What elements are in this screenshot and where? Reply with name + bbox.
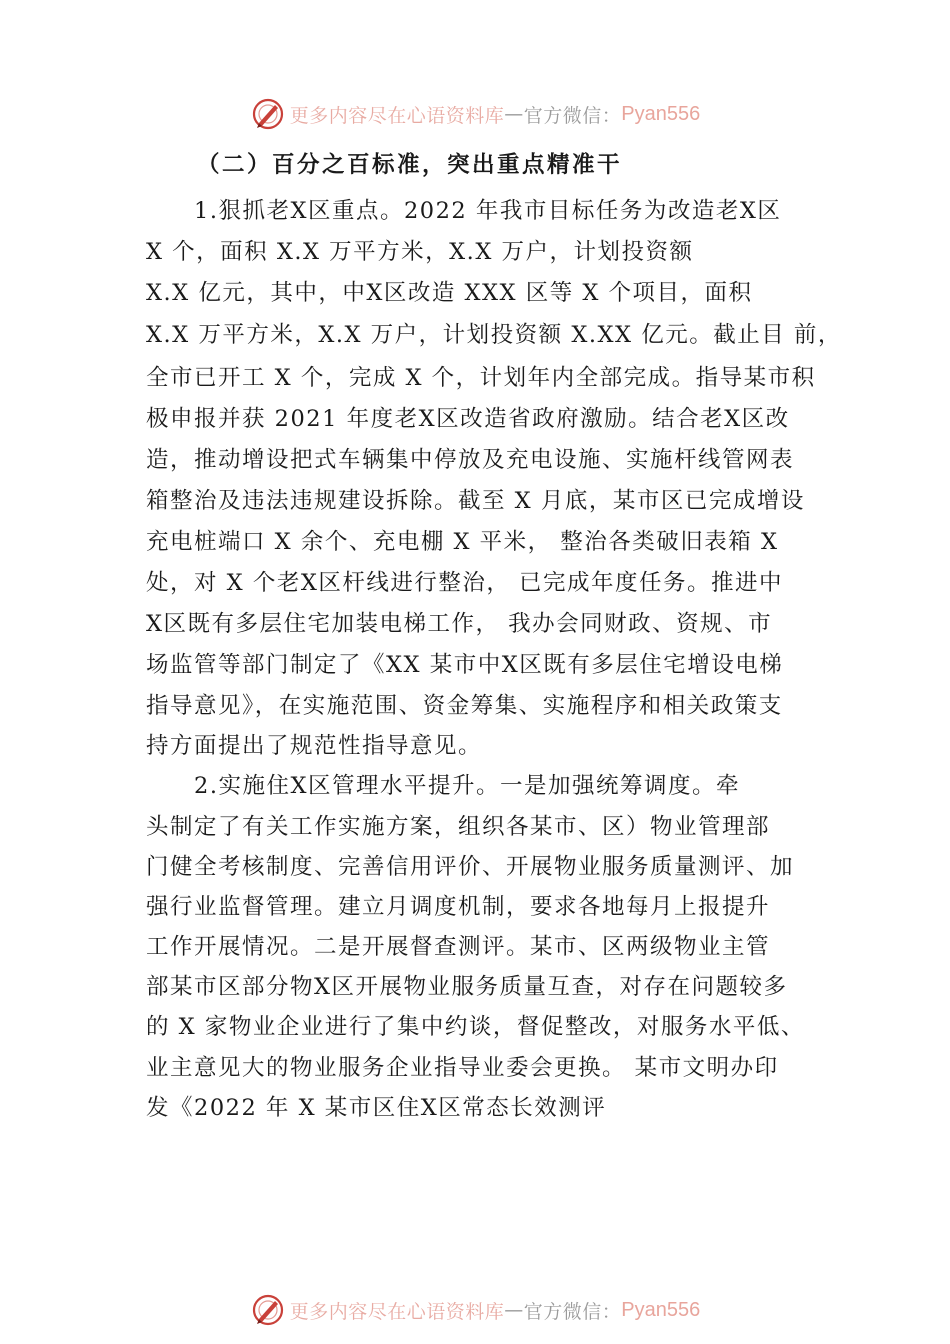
watermark-dash: — bbox=[504, 103, 524, 125]
watermark-wechat-id: Pyan556 bbox=[621, 102, 701, 125]
text-line: X 个，面积 X.X 万平方米，X.X 万户，计划投资额 bbox=[146, 239, 694, 265]
text-line: 指导意见》，在实施范围、资金筹集、实施程序和相关政策支 bbox=[146, 693, 783, 719]
watermark-official: 官方微信： bbox=[523, 1300, 622, 1323]
text-line: 充电桩端口 X 余个、充电棚 X 平米， 整治各类破旧表箱 X bbox=[146, 529, 779, 555]
text-line: 场监管等部门制定了《XX 某市中Ⅹ区既有多层住宅增设电梯 bbox=[146, 652, 784, 678]
text-line: 箱整治及违法违规建设拆除。截至 X 月底，某市区已完成增设 bbox=[146, 488, 805, 514]
text-line: X.X 万平方米，X.X 万户，计划投资额 X.XX 亿元。截止目 前， bbox=[146, 322, 842, 348]
watermark-dash: — bbox=[504, 1299, 524, 1321]
watermark-brand: 更多内容尽在心语资料库 bbox=[289, 104, 505, 127]
text-line: 造，推动增设把式车辆集中停放及充电设施、实施杆线管网表 bbox=[146, 447, 795, 473]
text-line: 1.狠抓老Ⅹ区重点。2022 年我市目标任务为改造老Ⅹ区 bbox=[194, 198, 782, 224]
text-line: 工作开展情况。二是开展督查测评。某市、区两级物业主管 bbox=[146, 934, 771, 960]
text-line: 的 X 家物业企业进行了集中约谈，督促整改，对服务水平低、 bbox=[146, 1014, 805, 1040]
text-line: 强行业监督管理。建立月调度机制，要求各地每月上报提升 bbox=[146, 894, 771, 920]
text-line: 处，对 X 个老Ⅹ区杆线进行整治， 已完成年度任务。推进中 bbox=[146, 570, 783, 596]
text-line: 部某市区部分物Ⅹ区开展物业服务质量互查，对存在问题较多 bbox=[146, 974, 788, 1000]
watermark-brand: 更多内容尽在心语资料库 bbox=[289, 1300, 505, 1323]
watermark-footer bbox=[0, 1290, 950, 1330]
watermark-official: 官方微信： bbox=[523, 104, 622, 127]
watermark-wechat-id: Pyan556 bbox=[621, 1298, 701, 1321]
text-line: 2.实施住Ⅹ区管理水平提升。一是加强统筹调度。牵 bbox=[194, 773, 740, 799]
text-line: 门健全考核制度、完善信用评价、开展物业服务质量测评、加 bbox=[146, 854, 795, 880]
text-line: X.X 亿元，其中，中Ⅹ区改造 XXX 区等 X 个项目，面积 bbox=[146, 280, 753, 306]
text-line: 全市已开工 X 个，完成 X 个，计划年内全部完成。指导某市积 bbox=[146, 365, 816, 391]
text-line: 业主意见大的物业服务企业指导业委会更换。 某市文明办印 bbox=[146, 1055, 779, 1081]
watermark-header bbox=[0, 94, 950, 134]
text-line: 持方面提出了规范性指导意见。 bbox=[146, 733, 483, 759]
text-line: 发《2022 年 X 某市区住Ⅹ区常态长效测评 bbox=[146, 1095, 607, 1121]
text-line: Ⅹ区既有多层住宅加装电梯工作， 我办会同财政、资规、市 bbox=[146, 611, 773, 637]
pen-logo-icon bbox=[250, 1292, 286, 1328]
text-line: 极申报并获 2021 年度老Ⅹ区改造省政府激励。结合老Ⅹ区改 bbox=[146, 406, 790, 432]
pen-logo-icon bbox=[250, 96, 286, 132]
section-heading: （二）百分之百标准，突出重点精准干 bbox=[197, 152, 623, 178]
text-line: 头制定了有关工作实施方案，组织各某市、区）物业管理部 bbox=[146, 814, 771, 840]
